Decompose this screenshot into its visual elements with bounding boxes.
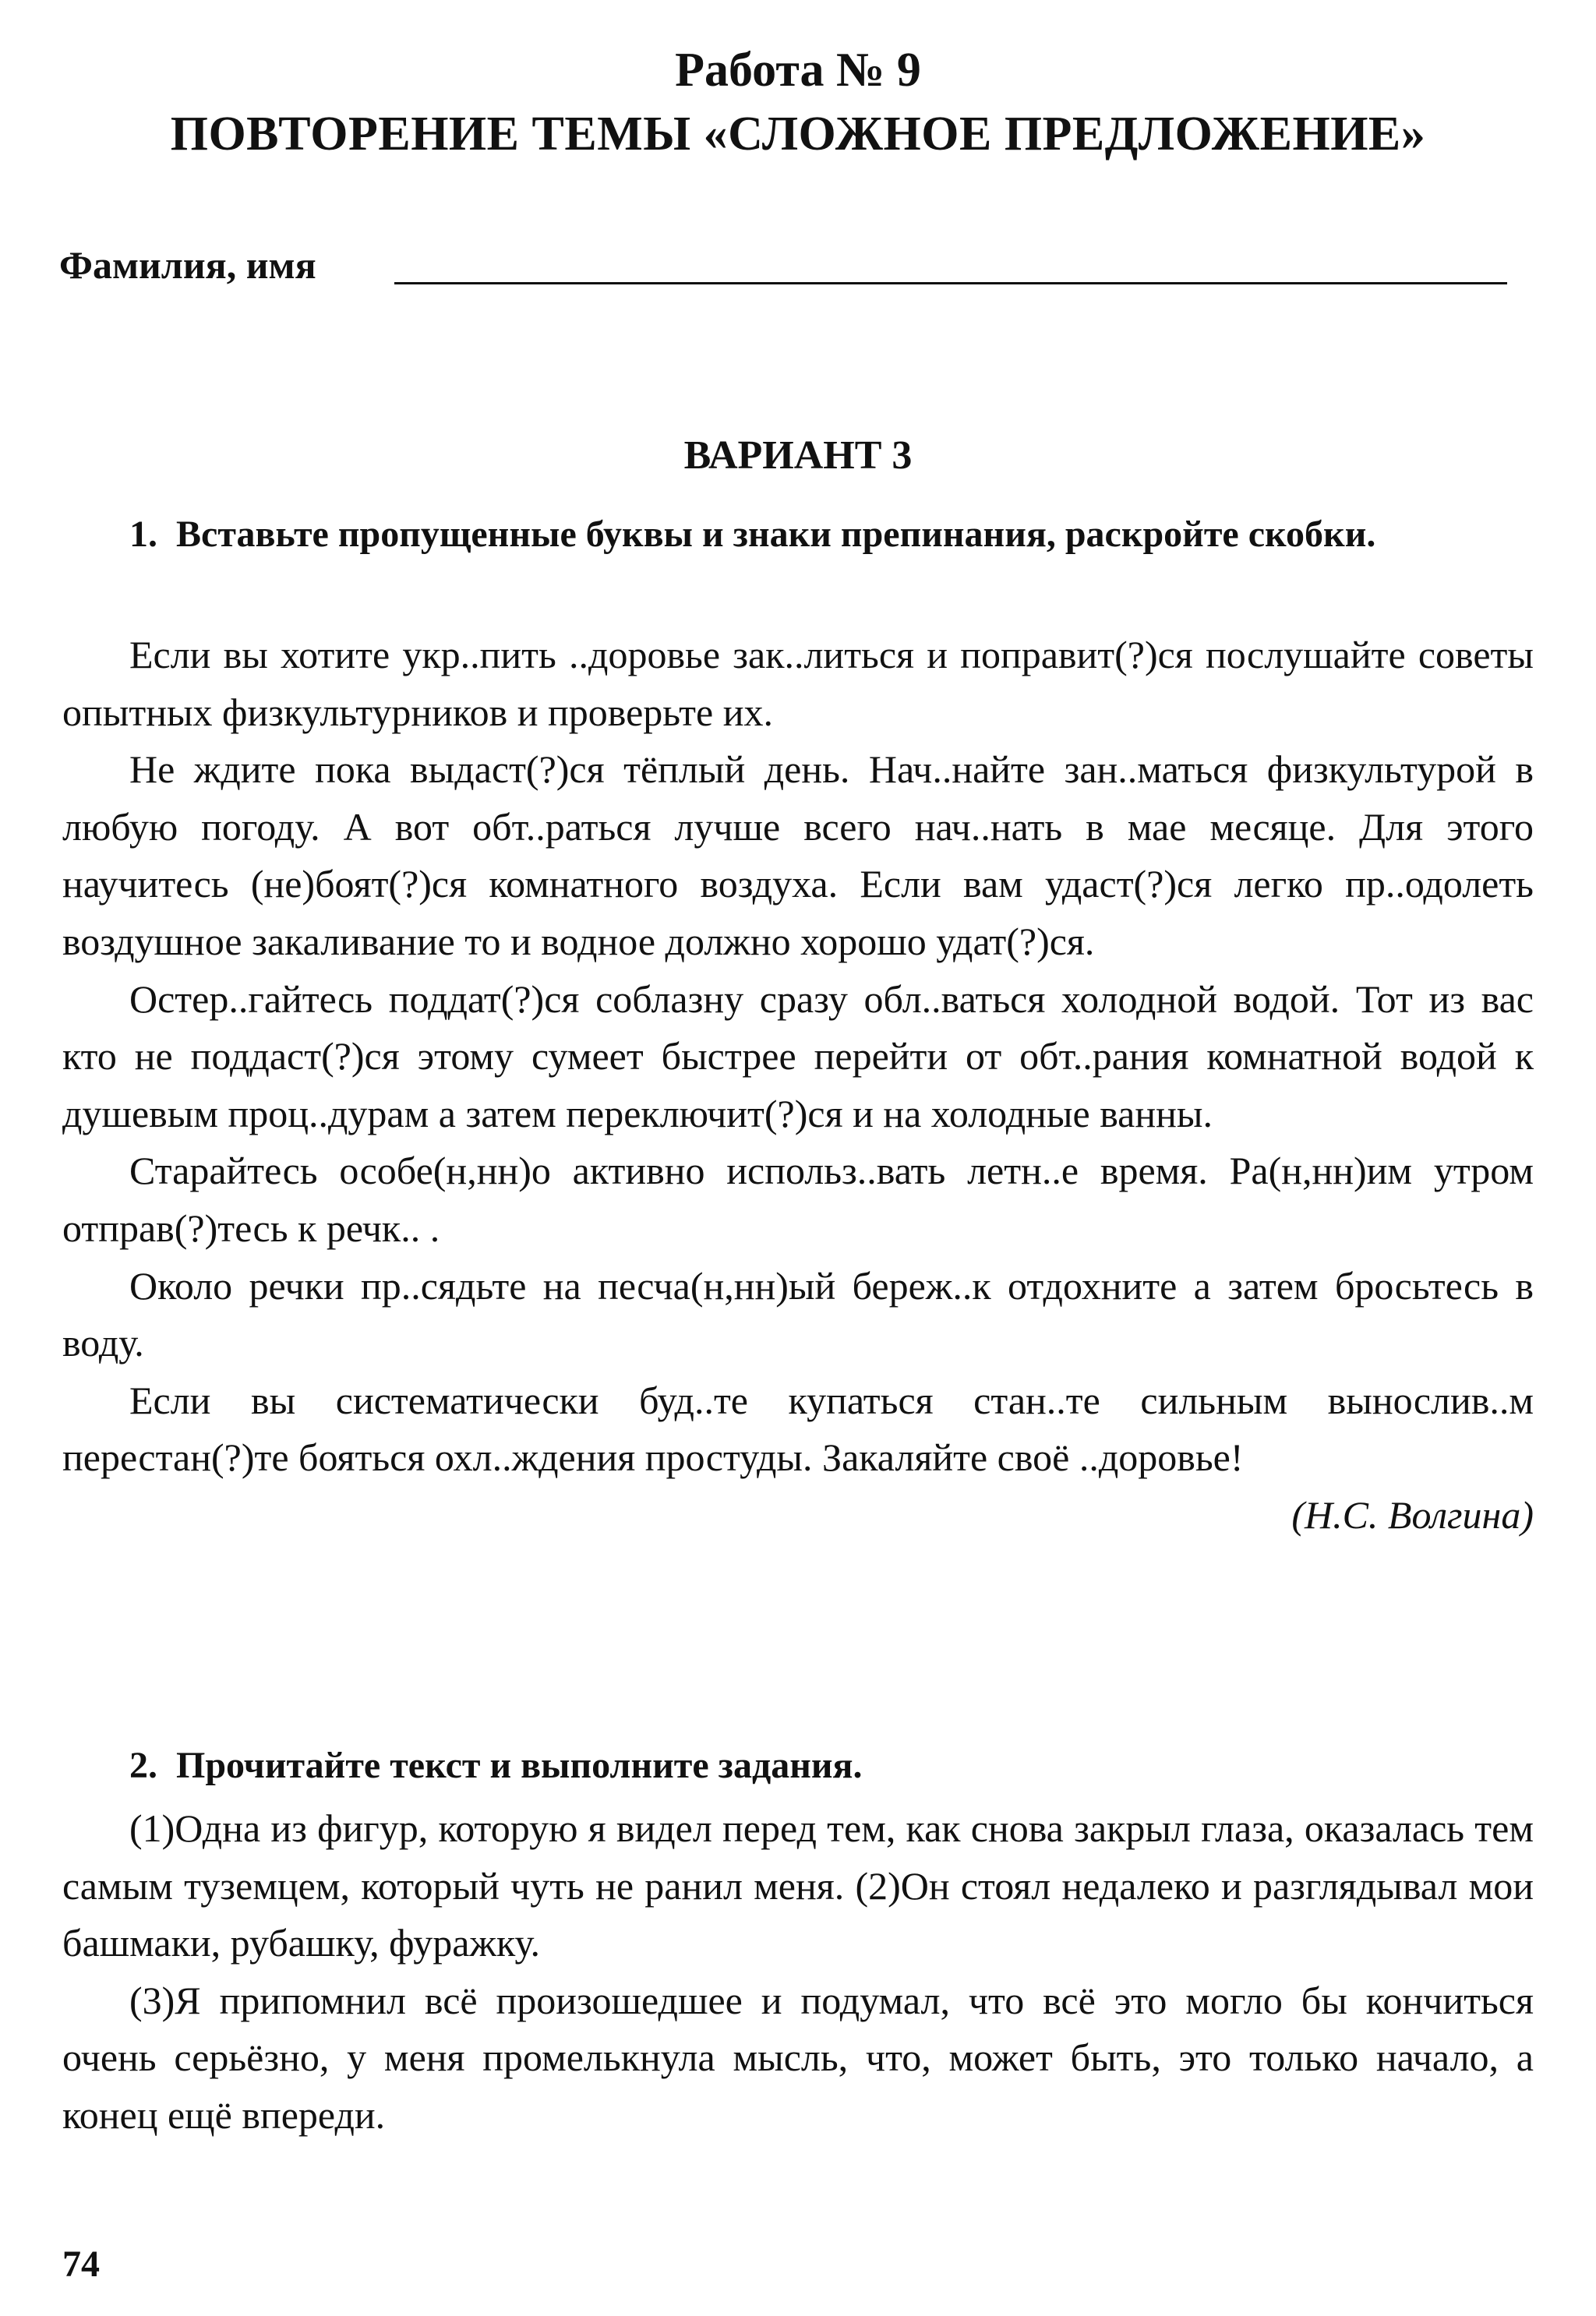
text-source: (Н.С. Волгина) [1291, 1492, 1534, 1537]
task-1-instruction-text: Вставьте пропущенные буквы и знаки препинания, раскройте скобки. [176, 514, 1376, 555]
task-2-instruction-text: Прочитайте текст и выполните задания. [176, 1745, 863, 1786]
task-1-paragraph: Если вы хотите укр..пить ..доровье зак..литься и поправит(?)ся послушайте советы опытных физкультурников и проверьте их. [62, 633, 1534, 734]
page-number: 74 [62, 2244, 100, 2285]
variant-heading: ВАРИАНТ 3 [683, 433, 913, 478]
task-1-instruction [62, 507, 1534, 563]
task-2-paragraph: (3)Я припомнил всё произошедшее и подумал, что всё это могло бы кончиться очень серьёзно, у меня промелькнула мысль, что, может быть, это только начало, а конец ещё впереди. [62, 1978, 1534, 2137]
task-2-number: 2. [129, 1745, 157, 1786]
task-2-instruction [62, 1738, 1534, 1794]
name-blank-line [394, 282, 1507, 284]
task-1-number: 1. [129, 514, 157, 555]
name-field-label: Фамилия, имя [59, 243, 316, 287]
task-1-paragraph: Остер..гайтесь поддат(?)ся соблазну сразу обл..ваться холодной водой. Тот из вас кто не поддаст(?)ся этому сумеет быстрее перейти от обт..рания комнатной водой к душевым проц..дурам а затем переключит(?)ся и на холодные ванны. [62, 976, 1534, 1135]
task-1-paragraph: Старайтесь особе(н,нн)о активно использ..вать летн..е время. Ра(н,нн)им утром отправ(?)тесь к речк.. . [62, 1149, 1534, 1250]
name-field [59, 234, 1509, 296]
task-1-paragraph: Около речки пр..сядьте на песча(н,нн)ый береж..к отдохните а затем бросьтесь в воду. [62, 1263, 1534, 1365]
topic-title: ПОВТОРЕНИЕ ТЕМЫ «СЛОЖНОЕ ПРЕДЛОЖЕНИЕ» [170, 108, 1426, 161]
task-1-paragraph: Если вы систематически буд..те купаться стан..те сильным вынослив..м перестан(?)те бояться охл..ждения простуды. Закаляйте своё ..доровье! [62, 1378, 1534, 1480]
task-1-text [62, 627, 1534, 1545]
task-2-paragraph: (1)Одна из фигур, которую я видел перед тем, как снова закрыл глаза, оказалась тем самым туземцем, который чуть не ранил меня. (2)Он стоял недалеко и разглядывал мои башмаки, рубашку, фуражку. [62, 1806, 1534, 1965]
task-2-text [62, 1800, 1534, 2145]
task-1-paragraph: Не ждите пока выдаст(?)ся тёплый день. Нач..найте зан..маться физкультурой в любую погоду. А вот обт..раться лучше всего нач..нать в мае месяце. Для этого научитесь (не)боят(?)ся комнатного воздуха. Если вам удаст(?)ся легко пр..одолеть воздушное закаливание то и водное должно хорошо удат(?)ся. [62, 747, 1534, 963]
work-title: Работа № 9 [675, 44, 921, 97]
